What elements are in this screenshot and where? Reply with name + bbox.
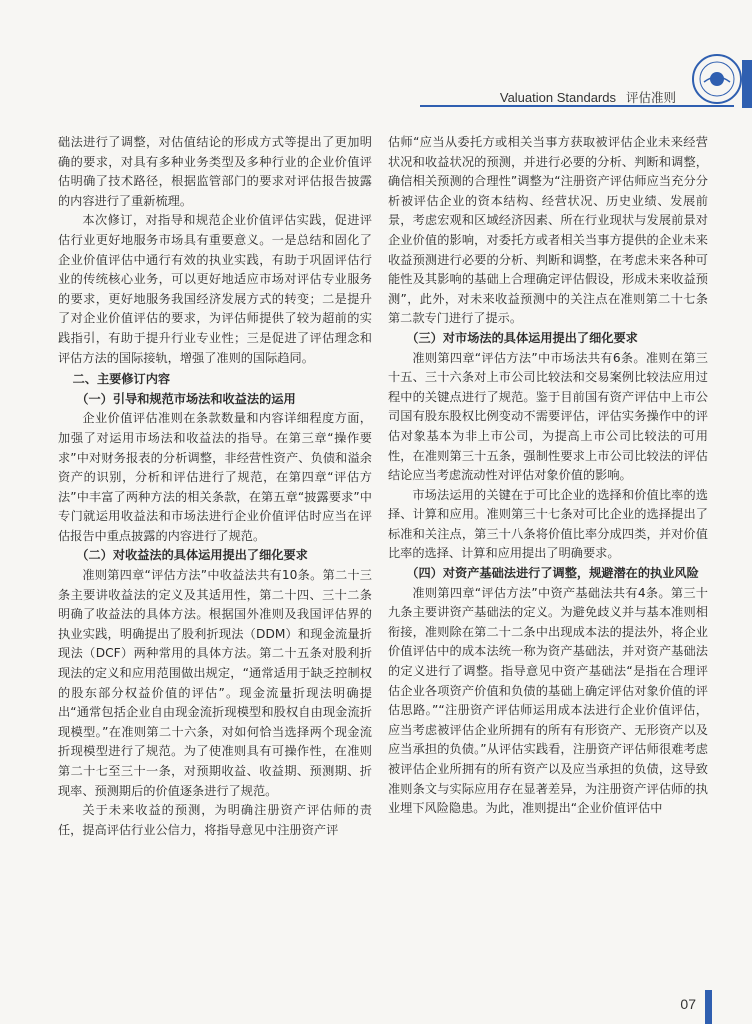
right-column bbox=[388, 133, 708, 819]
section-title-cn: 评估准则 bbox=[625, 90, 676, 105]
header-rule bbox=[420, 105, 734, 107]
page-number: 07 bbox=[680, 996, 696, 1012]
paragraph: 估师“应当从委托方或相关当事方获取被评估企业未来经营状况和收益状况的预测，并进行必要的分析、判断和调整，确信相关预测的合理性”调整为“注册资产评估师应当充分分析被评估企业的资本结构、经营状况、历史业绩、发展前景，考虑宏观和区域经济因素、所在行业现状与发展前景对企业价值的影响，对委托方或者相关当事方提供的企业未来收益预测进行必要的分析、判断和调整，在考虑未来各种可能性及其影响的基础上合理确定评估假设，形成未来收益预测”，此外，对未来收益预测中的关注点在准则第二十七条第二款专门进行了提示。 bbox=[388, 135, 708, 326]
paragraph: 企业价值评估准则在条款数量和内容详细程度方面，加强了对运用市场法和收益法的指导。在第三章“操作要求”中对财务报表的分析调整，非经营性资产、负债和溢余资产的识别，分析和评估进行了规范，在第四章“评估方法”中丰富了两种方法的相关条款，在第五章“披露要求”中专门就运用收益法和市场法进行企业价值评估时应当在评估报告中重点披露的内容进行了规范。 bbox=[58, 411, 372, 543]
paragraph: 本次修订，对指导和规范企业价值评估实践，促进评估行业更好地服务市场具有重要意义。一是总结和固化了企业价值评估中通行有效的执业实践，有助于巩固评估行业的传统核心业务，可以更好地适应市场对评估专业服务的要求，更好地服务我国经济发展方式的转变；二是提升了对企业价值评估的要求，为评估师提供了较为超前的实践指引，有助于提升行业专业性；三是促进了评估理念和评估方法的国际接轨，增强了准则的国际趋同。 bbox=[58, 213, 372, 365]
subsection-heading: （一）引导和规范市场法和收益法的运用 bbox=[76, 391, 296, 406]
subsection-heading: （二）对收益法的具体运用提出了细化要求 bbox=[76, 548, 308, 563]
association-emblem-icon bbox=[690, 52, 744, 106]
subsection-heading: （四）对资产基础法进行了调整，规避潜在的执业风险 bbox=[406, 566, 699, 581]
paragraph: 准则第四章“评估方法”中资产基础法共有4条。第三十九条主要讲资产基础法的定义。为避免歧义并与基本准则相衔接，准则除在第二十二条中出现成本法的提法外，将企业价值评估中的成本法统一称为资产基础法，并对资产基础法的定义进行了调整。指导意见中资产基础法“是指在合理评估企业各项资产价值和负债的基础上确定评估对象价值的评估思路。”“注册资产评估师运用成本法进行企业价值评估，应当考虑被评估企业所拥有的所有有形资产、无形资产以及应当承担的负债。”从评估实践看，注册资产评估师很难考虑被评估企业所拥有的所有资产以及应当承担的负债，这导致准则条文与实际应用存在显著差异，为注册资产评估师的执业埋下风险隐患。为此，准则提出“企业价值评估中 bbox=[388, 585, 708, 816]
paragraph: 准则第四章“评估方法”中市场法共有6条。准则在第三十五、三十六条对上市公司比较法和交易案例比较法应用过程中的关键点进行了规范。鉴于目前国有资产评估中上市公司国有股东股权比例变动不需要评估，评估实务操作中的评估对象基本为非上市公司，为提高上市公司比较法的可用性，在准则第三十五条，强制性要求上市公司比较法的评估结论应当考虑流动性对评估对象价值的影响。 bbox=[388, 350, 708, 483]
left-column bbox=[58, 133, 372, 840]
subsection-heading: （三）对市场法的具体运用提出了细化要求 bbox=[406, 330, 638, 345]
paragraph: 础法进行了调整，对估值结论的形成方式等提出了更加明确的要求，对具有多种业务类型及多种行业的企业价值评估明确了技术路径，根据监管部门的要求对评估报告披露的内容进行了重新梳理。 bbox=[58, 135, 372, 208]
section-title-en: Valuation Standards bbox=[499, 90, 616, 105]
section-heading: 二、主要修订内容 bbox=[72, 372, 171, 387]
paragraph: 准则第四章“评估方法”中收益法共有10条。第二十三条主要讲收益法的定义及其适用性，第二十四、三十二条明确了收益法的具体方法。根据国外准则及我国评估界的执业实践，明确提出了股利折现法（DDM）和现金流量折现法（DCF）两种常用的具体方法。第二十五条对股利折现法的定义和应用范围做出规定，“通常适用于缺乏控制权的股东部分权益价值的评估”。现金流量折现法明确提出“通常包括企业自由现金流折现模型和股权自由现金流折现模型。”在准则第二十六条，对如何恰当选择两个现金流折现模型进行了规范。为了使准则具有可操作性，在准则第二十七至三十一条，对预期收益、收益期、预测期、折现率、预测期后的价值逐条进行了规范。 bbox=[58, 568, 372, 798]
paragraph: 市场法运用的关键在于可比企业的选择和价值比率的选择、计算和应用。准则第三十七条对可比企业的选择提出了标准和关注点，第三十八条将价值比率分成四类，并对价值比率的选择、计算和应用提出了明确要求。 bbox=[388, 487, 708, 561]
paragraph: 关于未来收益的预测，为明确注册资产评估师的责任，提高评估行业公信力，将指导意见中注册资产评 bbox=[58, 803, 372, 837]
section-header bbox=[500, 88, 676, 106]
page-number-bar bbox=[705, 990, 712, 1024]
